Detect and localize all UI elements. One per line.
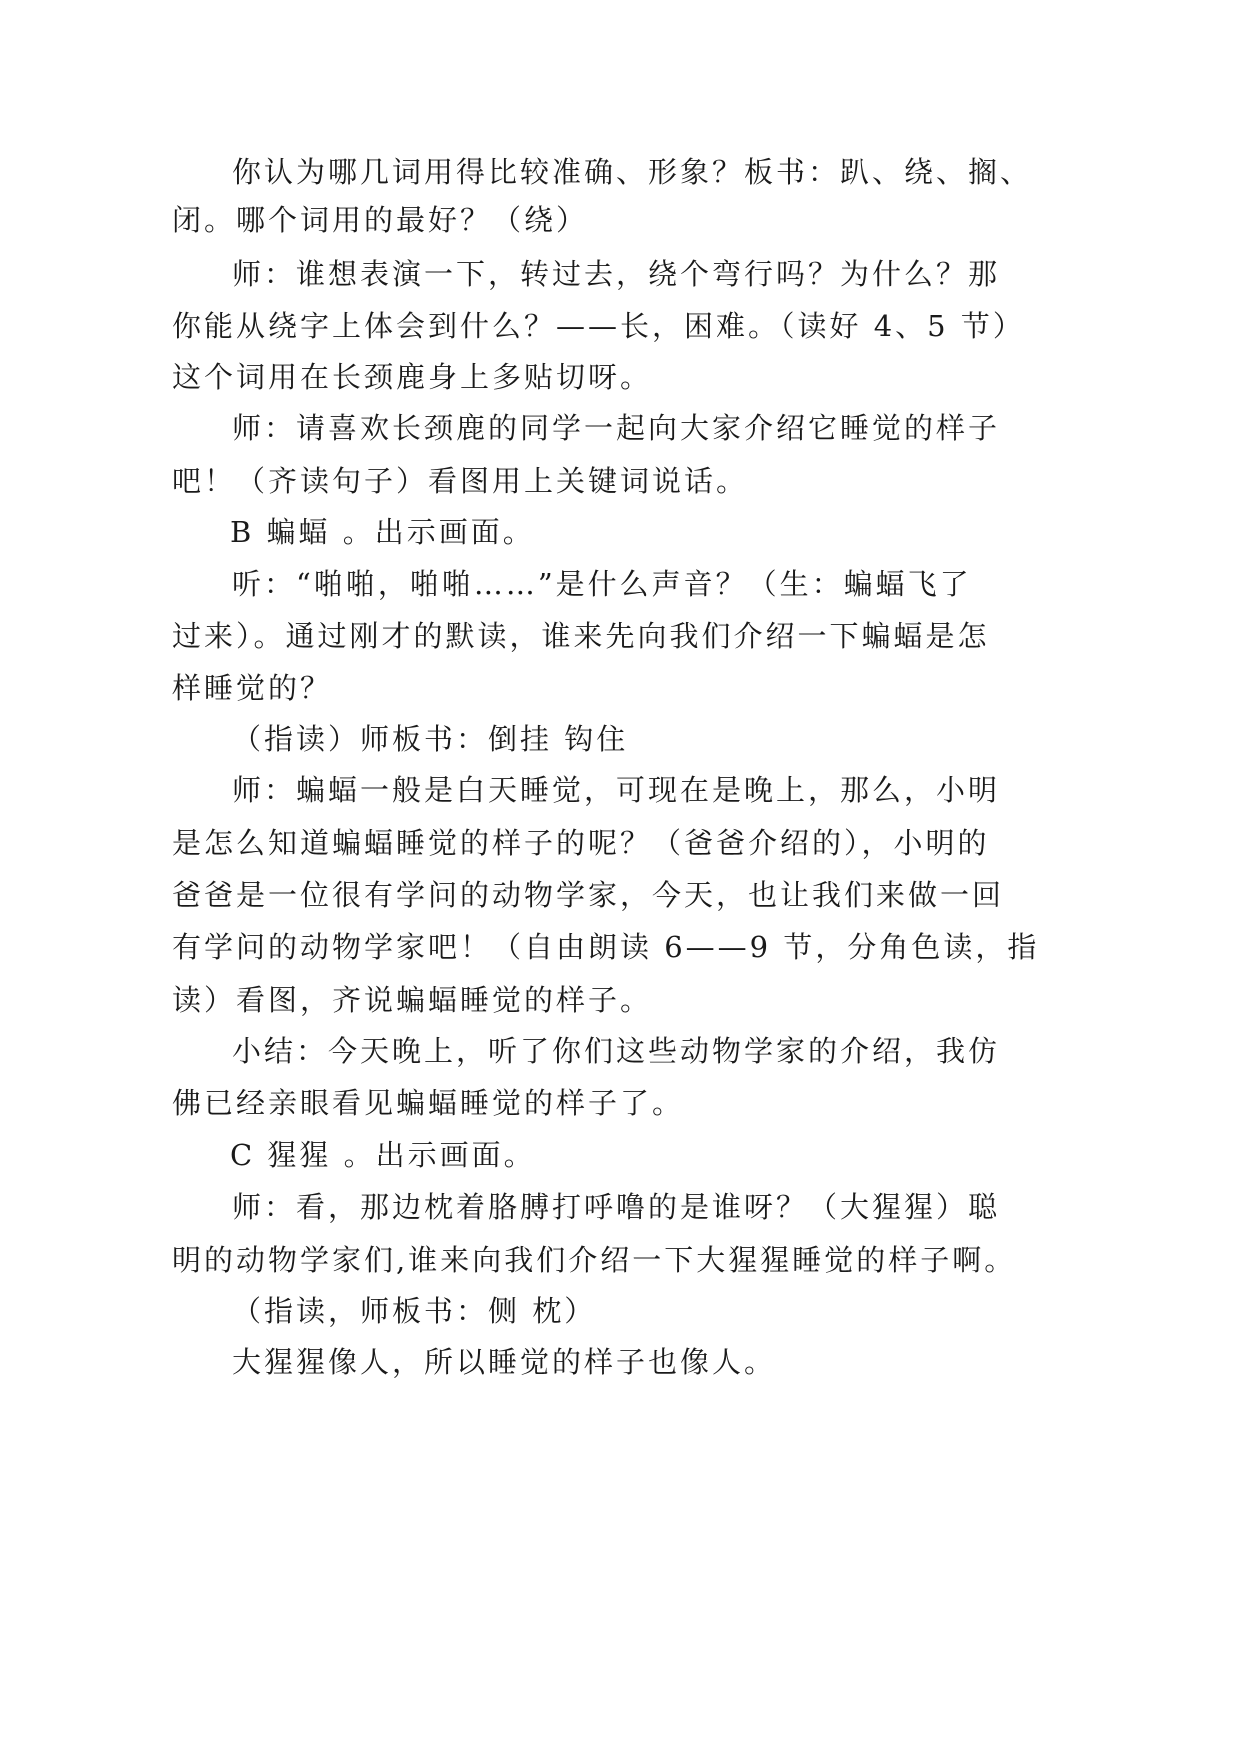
text-line: 师：蝙蝠一般是白天睡觉，可现在是晚上，那么，小明 bbox=[232, 773, 1001, 807]
text-line: 你认为哪几词用得比较准确、形象？板书：趴、绕、搁、 bbox=[232, 155, 1033, 189]
text-line: 大猩猩像人，所以睡觉的样子也像人。 bbox=[232, 1345, 777, 1379]
text-line: （指读）师板书：倒挂 钩住 bbox=[232, 722, 629, 756]
text-line: 读）看图，齐说蝙蝠睡觉的样子。 bbox=[172, 983, 653, 1017]
text-line: 吧！（齐读句子）看图用上关键词说话。 bbox=[172, 464, 749, 498]
text-line: 师：谁想表演一下，转过去，绕个弯行吗？为什么？那 bbox=[232, 257, 1001, 291]
text-line: 是怎么知道蝙蝠睡觉的样子的呢？（爸爸介绍的），小明的 bbox=[172, 826, 990, 860]
text-line: 有学问的动物学家吧！（自由朗读 6——9 节，分角色读，指 bbox=[172, 930, 1040, 964]
text-line: 样睡觉的？ bbox=[172, 671, 333, 705]
text-line: 明的动物学家们,谁来向我们介绍一下大猩猩睡觉的样子啊。 bbox=[172, 1243, 1017, 1277]
text-line: 佛已经亲眼看见蝙蝠睡觉的样子了。 bbox=[172, 1086, 685, 1120]
section-heading: B 蝙蝠 。出示画面。 bbox=[230, 515, 535, 549]
text-line: 爸爸是一位很有学问的动物学家，今天，也让我们来做一回 bbox=[172, 878, 1005, 912]
text-line: 闭。哪个词用的最好？（绕） bbox=[172, 203, 589, 237]
text-line: 听：“啪啪，啪啪……”是什么声音？（生：蝙蝠飞了 bbox=[232, 567, 972, 601]
text-line: （指读，师板书：侧 枕） bbox=[232, 1294, 597, 1328]
section-heading: C 猩猩 。出示画面。 bbox=[230, 1138, 536, 1172]
text-line: 小结：今天晚上，听了你们这些动物学家的介绍，我仿 bbox=[232, 1034, 1001, 1068]
text-line: 你能从绕字上体会到什么？——长，困难。（读好 4、5 节） bbox=[172, 309, 1025, 343]
text-line: 师：请喜欢长颈鹿的同学一起向大家介绍它睡觉的样子 bbox=[232, 411, 1001, 445]
text-line: 这个词用在长颈鹿身上多贴切呀。 bbox=[172, 360, 653, 394]
text-line: 师：看，那边枕着胳膊打呼噜的是谁呀？（大猩猩）聪 bbox=[232, 1190, 1001, 1224]
text-line: 过来）。通过刚才的默读，谁来先向我们介绍一下蝙蝠是怎 bbox=[172, 619, 990, 653]
